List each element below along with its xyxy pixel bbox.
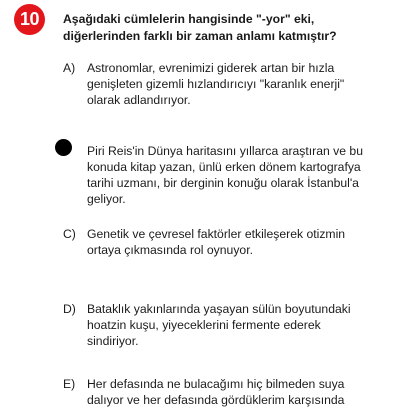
question-stem-line: diğerlerinden farklı bir zaman anlamı katmıştır? <box>63 29 337 43</box>
question-number-badge: 10 <box>14 4 45 35</box>
option-letter: E) <box>63 377 76 391</box>
option-text-line: genişleten gizemli hızlandırıcıyı "karanlık enerji" <box>87 77 345 91</box>
option-text-line: dalıyor ve her defasında gördüklerim karşısında <box>87 393 345 407</box>
option-text-line: tarihi uzmanı, bir derginin konuğu olarak İstanbul'a <box>87 176 359 190</box>
option-letter: A) <box>63 61 76 75</box>
option-c[interactable] <box>63 226 403 258</box>
option-letter: C) <box>63 227 76 241</box>
option-text-line: geliyor. <box>87 192 126 206</box>
option-text <box>87 376 403 408</box>
option-text <box>87 301 403 349</box>
option-text-line: Piri Reis'in Dünya haritasını yıllarca araştıran ve bu <box>87 144 363 158</box>
option-text-line: Astronomlar, evrenimizi giderek artan bir hızla <box>87 61 335 75</box>
option-text-line: Bataklık yakınlarında yaşayan sülün boyutundaki <box>87 302 351 316</box>
option-text <box>87 143 403 207</box>
question-stem-line: Aşağıdaki cümlelerin hangisinde "-yor" eki, <box>63 12 315 26</box>
option-e[interactable] <box>63 376 403 408</box>
option-d[interactable] <box>63 301 403 349</box>
option-text-line: olarak adlandırıyor. <box>87 93 191 107</box>
option-letter: D) <box>63 302 76 316</box>
option-a[interactable] <box>63 60 403 108</box>
option-b[interactable] <box>63 143 403 207</box>
option-text <box>87 60 403 108</box>
option-text-line: hoatzin kuşu, yiyeceklerini fermente ederek <box>87 318 321 332</box>
option-text <box>87 226 403 258</box>
question-stem <box>63 11 403 45</box>
option-text-line: sindiriyor. <box>87 334 139 348</box>
option-text-line: Her defasında ne bulacağımı hiç bilmeden suya <box>87 377 345 391</box>
option-text-line: Genetik ve çevresel faktörler etkileşerek otizmin <box>87 227 346 241</box>
option-text-line: ortaya çıkmasında rol oynuyor. <box>87 243 253 257</box>
option-text-line: konuda kitap yazan, ünlü erken dönem kartografya <box>87 160 361 174</box>
